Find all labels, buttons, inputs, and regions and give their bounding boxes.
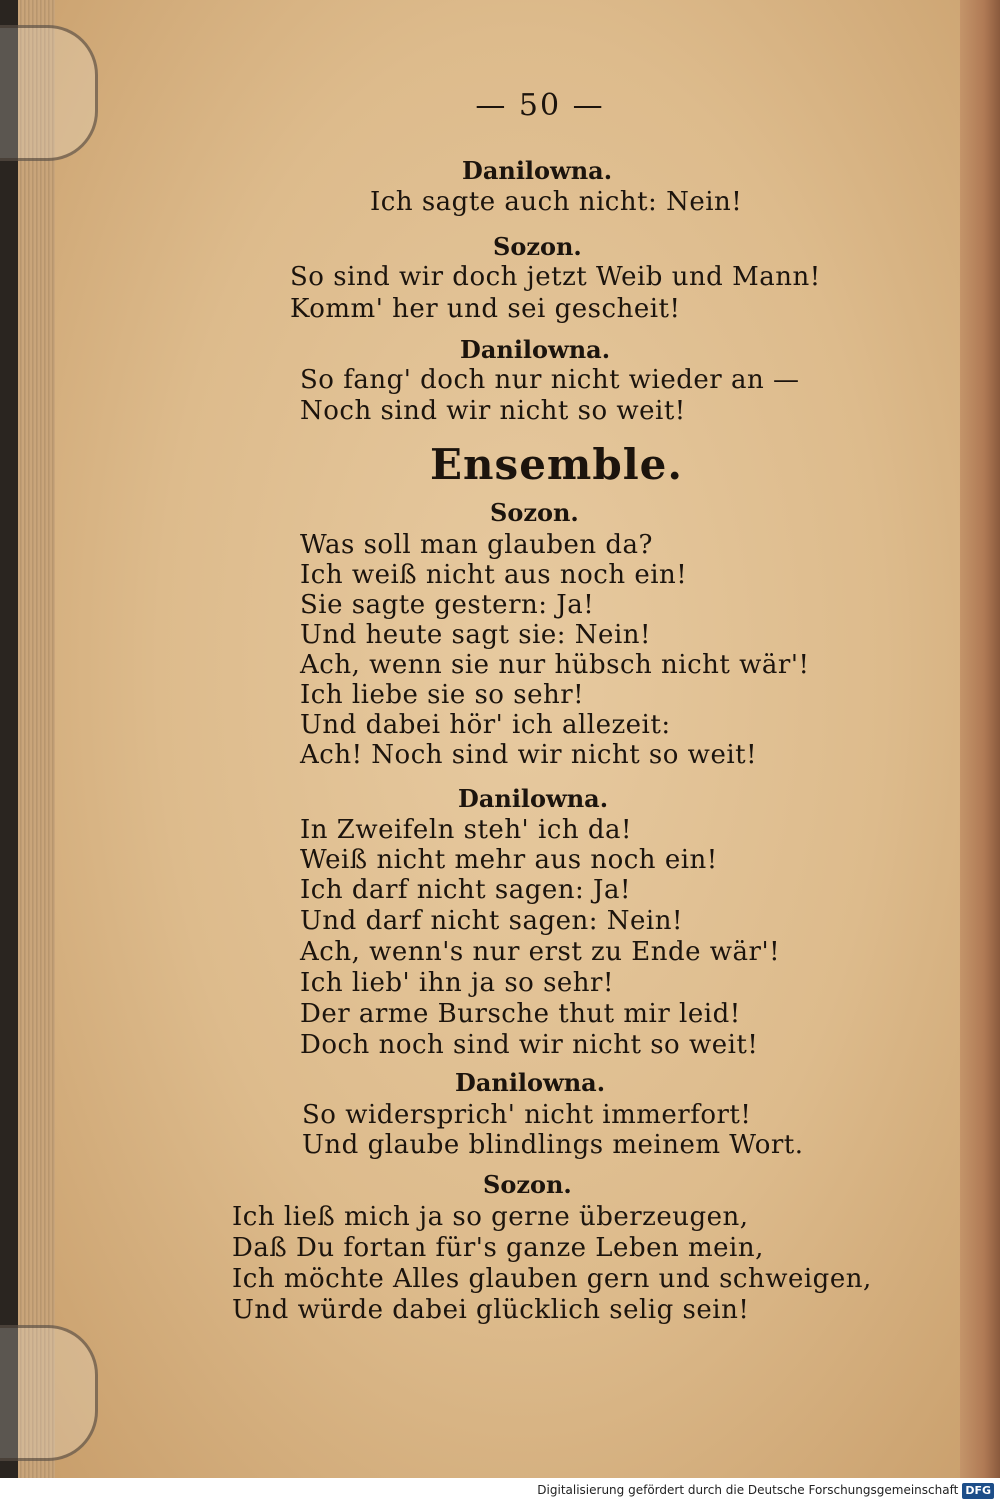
verse-line: Und glaube blindlings meinem Wort.: [302, 1130, 804, 1160]
verse-line: Ich ließ mich ja so gerne überzeugen,: [232, 1202, 749, 1232]
verse-line: Sie sagte gestern: Ja!: [300, 590, 595, 620]
speaker-label: Danilowna.: [462, 156, 613, 185]
speaker-label: Sozon.: [483, 1170, 572, 1199]
verse-line: Ach, wenn's nur erst zu Ende wär'!: [300, 937, 781, 967]
verse-line: Was soll man glauben da?: [300, 530, 653, 560]
verse-line: Ich darf nicht sagen: Ja!: [300, 875, 631, 905]
verse-line: Ach! Noch sind wir nicht so weit!: [300, 740, 758, 770]
verse-line: So fang' doch nur nicht wieder an —: [300, 365, 800, 395]
speaker-label: Sozon.: [490, 498, 579, 527]
verse-line: Weiß nicht mehr aus noch ein!: [300, 845, 718, 875]
verse-line: So widersprich' nicht immerfort!: [302, 1100, 752, 1130]
verse-line: Noch sind wir nicht so weit!: [300, 396, 686, 426]
speaker-label: Danilowna.: [455, 1068, 606, 1097]
speaker-label: Danilowna.: [460, 335, 611, 364]
verse-line: In Zweifeln steh' ich da!: [300, 815, 632, 845]
verse-line: Ich lieb' ihn ja so sehr!: [300, 968, 614, 998]
verse-line: Und darf nicht sagen: Nein!: [300, 906, 683, 936]
verse-line: Komm' her und sei gescheit!: [290, 294, 681, 324]
verse-line: Und dabei hör' ich allezeit:: [300, 710, 671, 740]
dfg-logo-icon: DFG: [962, 1483, 994, 1499]
digitization-footer: [0, 1478, 1000, 1503]
verse-line: Ich möchte Alles glauben gern und schweigen,: [232, 1264, 872, 1294]
verse-line: So sind wir doch jetzt Weib und Mann!: [290, 262, 821, 292]
verse-line: Der arme Bursche thut mir leid!: [300, 999, 741, 1029]
verse-line: Ich liebe sie so sehr!: [300, 680, 585, 710]
section-heading: Ensemble.: [430, 440, 684, 489]
verse-line: Und heute sagt sie: Nein!: [300, 620, 651, 650]
verse-line: Und würde dabei glücklich selig sein!: [232, 1295, 750, 1325]
speaker-label: Danilowna.: [458, 784, 609, 813]
verse-line: Ach, wenn sie nur hübsch nicht wär'!: [300, 650, 810, 680]
speaker-label: Sozon.: [493, 232, 582, 261]
verse-line: Doch noch sind wir nicht so weit!: [300, 1030, 759, 1060]
verse-line: Ich weiß nicht aus noch ein!: [300, 560, 688, 590]
page-number: — 50 —: [475, 88, 605, 123]
verse-line: Daß Du fortan für's ganze Leben mein,: [232, 1233, 764, 1263]
verse-line: Ich sagte auch nicht: Nein!: [370, 187, 743, 217]
footer-credit-text: Digitalisierung gefördert durch die Deutsche Forschungsgemeinschaft: [537, 1483, 959, 1497]
